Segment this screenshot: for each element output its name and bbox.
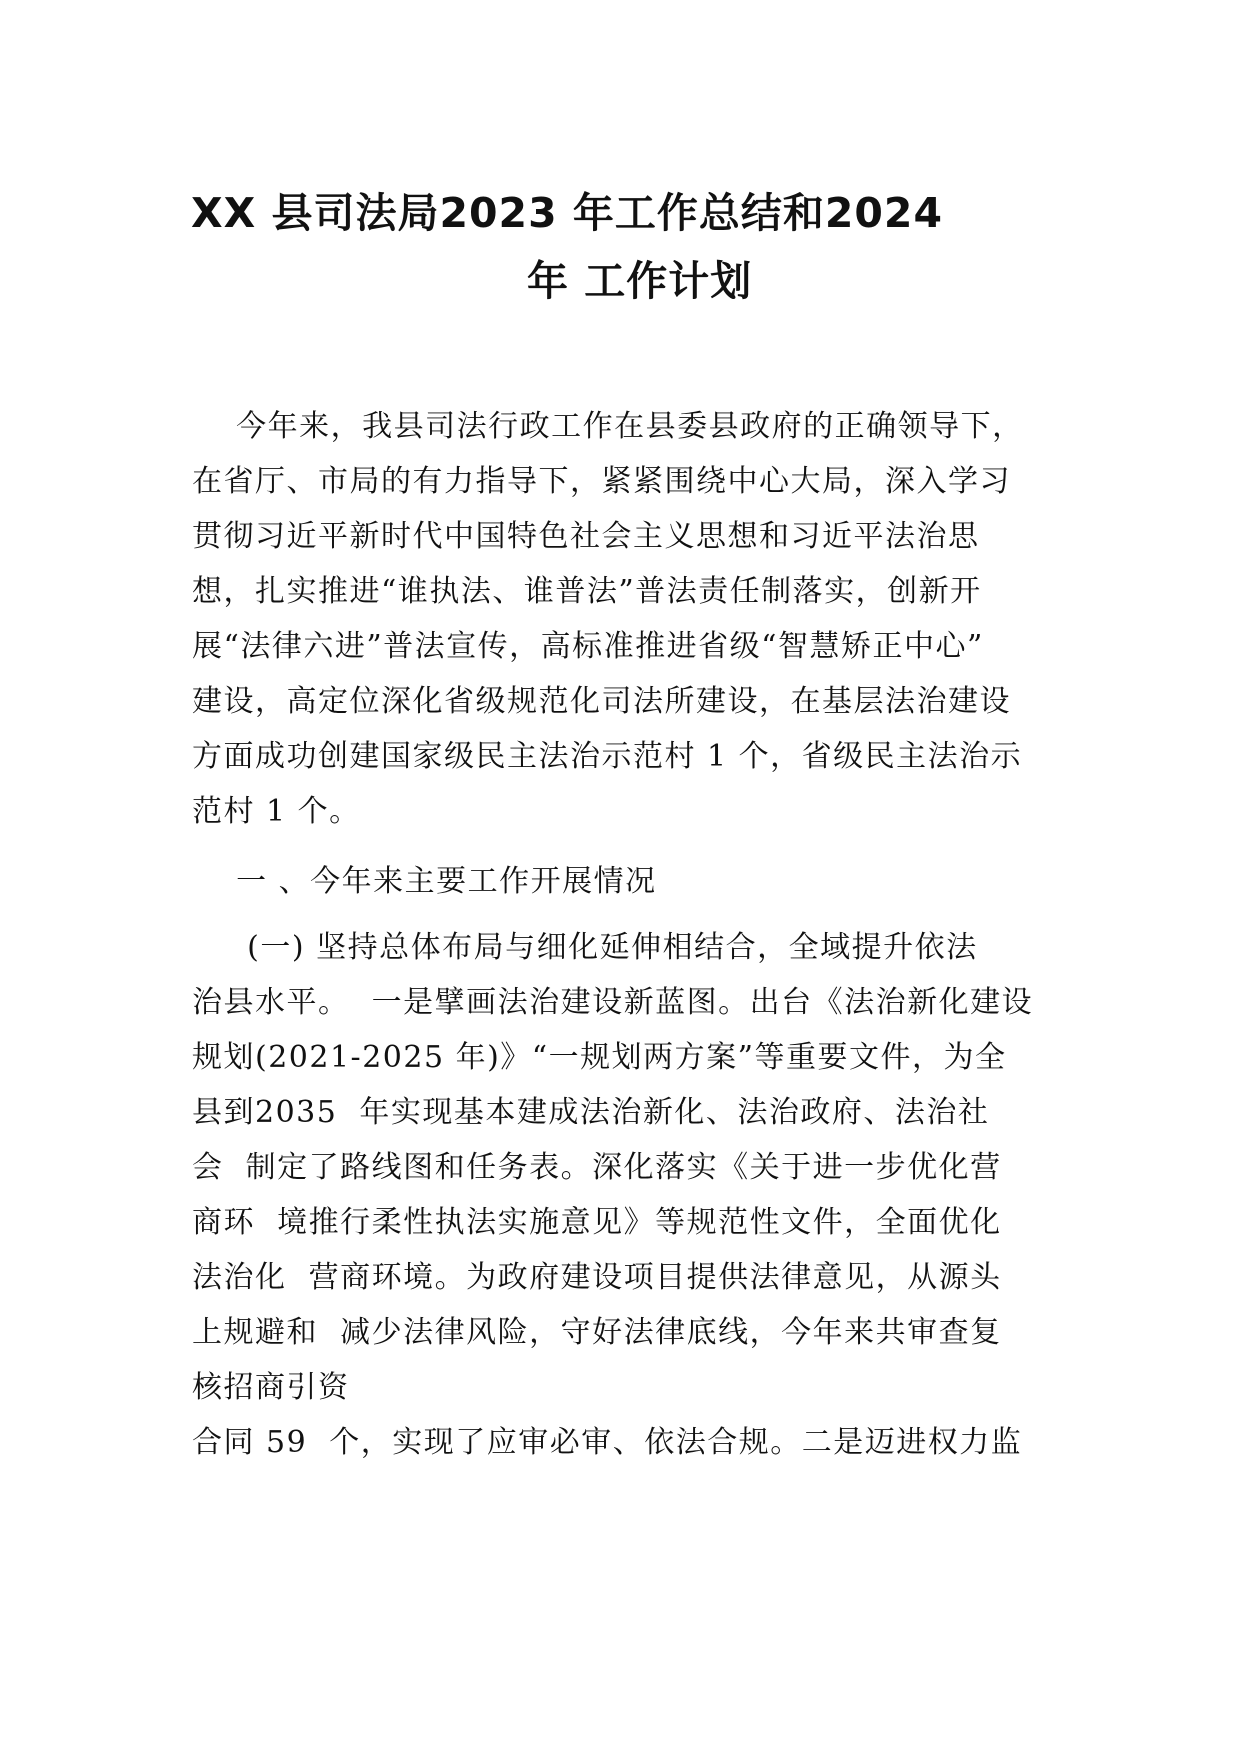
document-title-line-2: 年 工作计划 bbox=[527, 257, 753, 305]
body-line: 规划(2021-2025 年)》“一规划两方案”等重要文件，为全 bbox=[192, 1040, 1007, 1075]
body-line: 合同 59 个，实现了应审必审、依法合规。二是迈进权力监 bbox=[192, 1425, 1023, 1460]
body-line: 核招商引资 bbox=[192, 1370, 350, 1405]
body-line: 想，扎实推进“谁执法、谁普法”普法责任制落实，创新开 bbox=[192, 574, 982, 609]
body-line: 法治化 营商环境。为政府建设项目提供法律意见，从源头 bbox=[192, 1260, 1002, 1295]
body-line: 商环 境推行柔性执法实施意见》等规范性文件，全面优化 bbox=[192, 1205, 1002, 1240]
body-line: 建设，高定位深化省级规范化司法所建设，在基层法治建设 bbox=[192, 684, 1011, 719]
body-line: 贯彻习近平新时代中国特色社会主义思想和习近平法治思 bbox=[192, 519, 980, 554]
body-line: 会 制定了路线图和任务表。深化落实《关于进一步优化营 bbox=[192, 1150, 1002, 1185]
body-line: (一) 坚持总体布局与细化延伸相结合，全域提升依法 bbox=[192, 930, 978, 965]
body-line: 在省厅、市局的有力指导下，紧紧围绕中心大局，深入学习 bbox=[192, 464, 1011, 499]
body-line: 方面成功创建国家级民主法治示范村 1 个，省级民主法治示 bbox=[192, 739, 1023, 774]
body-line: 今年来，我县司法行政工作在县委县政府的正确领导下， bbox=[192, 409, 1024, 444]
body-line: 展“法律六进”普法宣传，高标准推进省级“智慧矫正中心” bbox=[192, 629, 984, 664]
body-line: 治县水平。 一是擘画法治建设新蓝图。出台《法治新化建设 bbox=[192, 985, 1034, 1020]
body-line: 范村 1 个。 bbox=[192, 794, 361, 829]
document-title-line-1: XX 县司法局2023 年工作总结和2024 bbox=[191, 189, 943, 237]
body-line: 上规避和 减少法律风险，守好法律底线，今年来共审查复 bbox=[192, 1315, 1002, 1350]
body-line: 县到2035 年实现基本建成法治新化、法治政府、法治社 bbox=[192, 1095, 990, 1130]
section-heading: 一 、今年来主要工作开展情况 bbox=[192, 864, 657, 899]
